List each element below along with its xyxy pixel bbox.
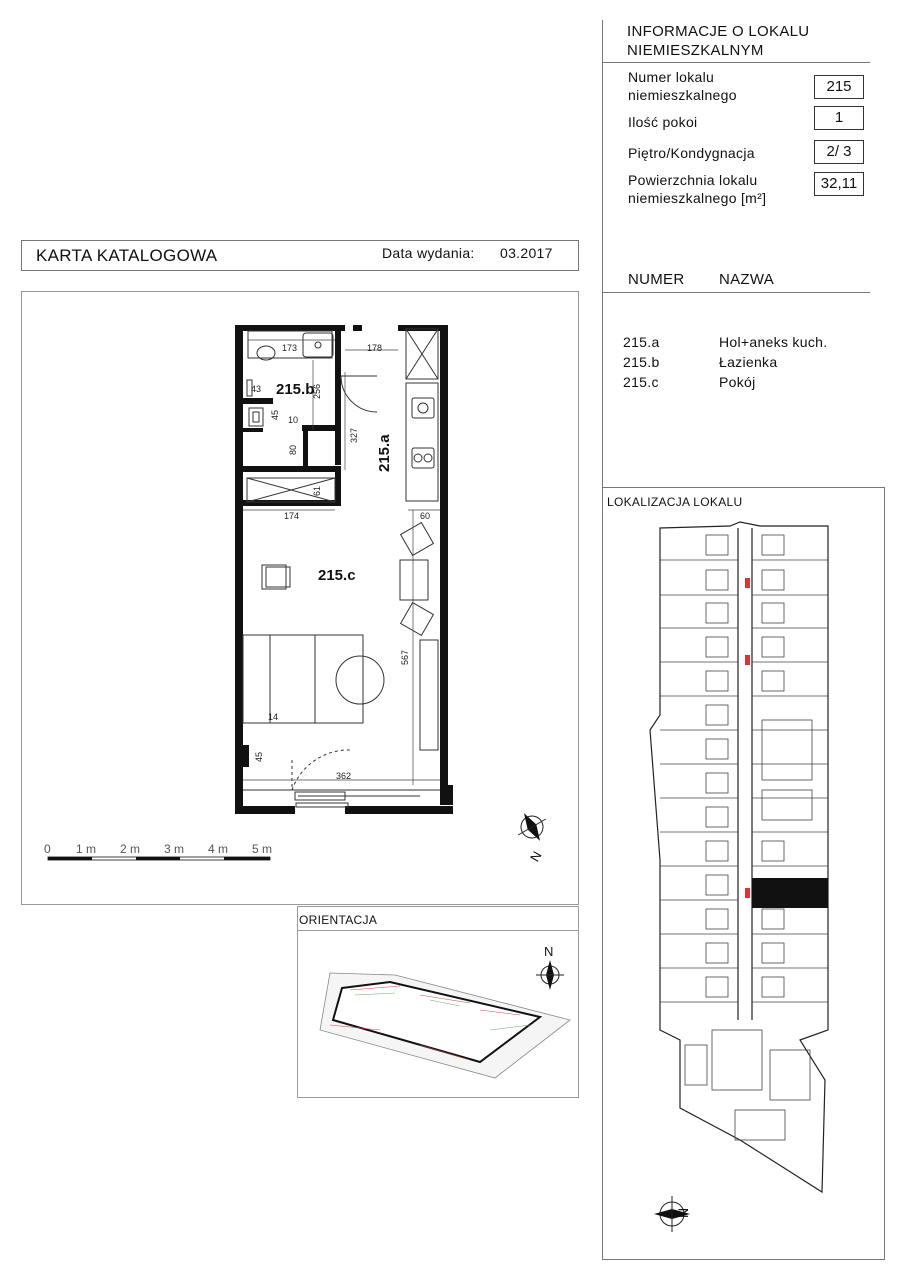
room-number: 215.b: [623, 354, 660, 370]
room-label-215a: 215.a: [376, 434, 393, 472]
room-label-215b: 215.b: [276, 381, 315, 398]
info-row-unit-number-label-2: niemieszkalnego: [628, 87, 737, 103]
dim-label: 327: [349, 427, 359, 443]
header-date-label: Data wydania:: [382, 245, 475, 261]
north-label: N: [526, 848, 545, 865]
scale-label: 3 m: [164, 842, 185, 856]
dim-label: 61: [312, 485, 322, 496]
scale-label: 4 m: [208, 842, 229, 856]
location-title: LOKALIZACJA LOKALU: [607, 495, 743, 509]
room-number: 215.c: [623, 374, 659, 390]
info-row-area-label-1: Powierzchnia lokalu: [628, 172, 758, 188]
scale-label: 5 m: [252, 842, 273, 856]
dim-label: 45: [270, 409, 280, 420]
orientation-north-label: N: [544, 944, 554, 959]
building-floor-map: [620, 512, 860, 1252]
dim-label: 256: [312, 383, 322, 399]
orientation-title: ORIENTACJA: [299, 913, 378, 927]
dim-label: 14: [268, 712, 279, 722]
location-top-line: [602, 487, 884, 488]
info-row-floor-label: Piętro/Kondygnacja: [628, 145, 755, 161]
rooms-col-number: NUMER: [628, 271, 685, 288]
dim-label: 178: [367, 343, 383, 353]
scale-bar: [44, 842, 272, 860]
dim-label: 80: [288, 444, 298, 455]
dim-label: 567: [400, 649, 410, 665]
scale-label: 1 m: [76, 842, 97, 856]
dim-label: 174: [284, 511, 300, 521]
info-title-divider: [602, 62, 870, 63]
room-name: Łazienka: [719, 354, 778, 370]
dim-label: 60: [420, 511, 431, 521]
right-column-frame: [602, 20, 603, 1260]
scale-label: 0: [44, 842, 51, 856]
room-name: Pokój: [719, 374, 756, 390]
location-bottom-line: [602, 1259, 885, 1260]
location-north-label: N: [675, 1207, 691, 1218]
info-row-area-value: 32,11: [814, 172, 864, 196]
info-row-unit-number-label-1: Numer lokalu: [628, 69, 715, 85]
info-row-unit-number-value: 215: [814, 75, 864, 99]
dim-label: 45: [254, 751, 264, 762]
header-date-value: 03.2017: [500, 245, 553, 261]
dim-label: 10: [288, 415, 299, 425]
info-row-rooms-value: 1: [814, 106, 864, 130]
rooms-col-name: NAZWA: [719, 271, 775, 288]
unit-highlight: [752, 878, 828, 908]
room-name: Hol+aneks kuch.: [719, 334, 828, 350]
info-title-line2: NIEMIESZKALNYM: [627, 42, 764, 59]
header-title: KARTA KATALOGOWA: [36, 246, 218, 265]
scale-label: 2 m: [120, 842, 141, 856]
dim-label: 362: [336, 771, 352, 781]
info-title-line1: INFORMACJE O LOKALU: [627, 23, 810, 40]
info-row-area-label-2: niemieszkalnego [m²]: [628, 190, 767, 206]
dim-label: 173: [282, 343, 298, 353]
info-row-rooms-label: Ilość pokoi: [628, 114, 698, 130]
info-row-floor-value: 2/ 3: [814, 140, 864, 164]
room-label-215c: 215.c: [318, 567, 356, 584]
location-right-line: [884, 487, 885, 1260]
floor-plan: [21, 291, 579, 905]
site-map: [298, 931, 578, 1097]
room-number: 215.a: [623, 334, 660, 350]
north-arrow-icon: [510, 805, 554, 849]
dim-label: 43: [251, 384, 262, 394]
